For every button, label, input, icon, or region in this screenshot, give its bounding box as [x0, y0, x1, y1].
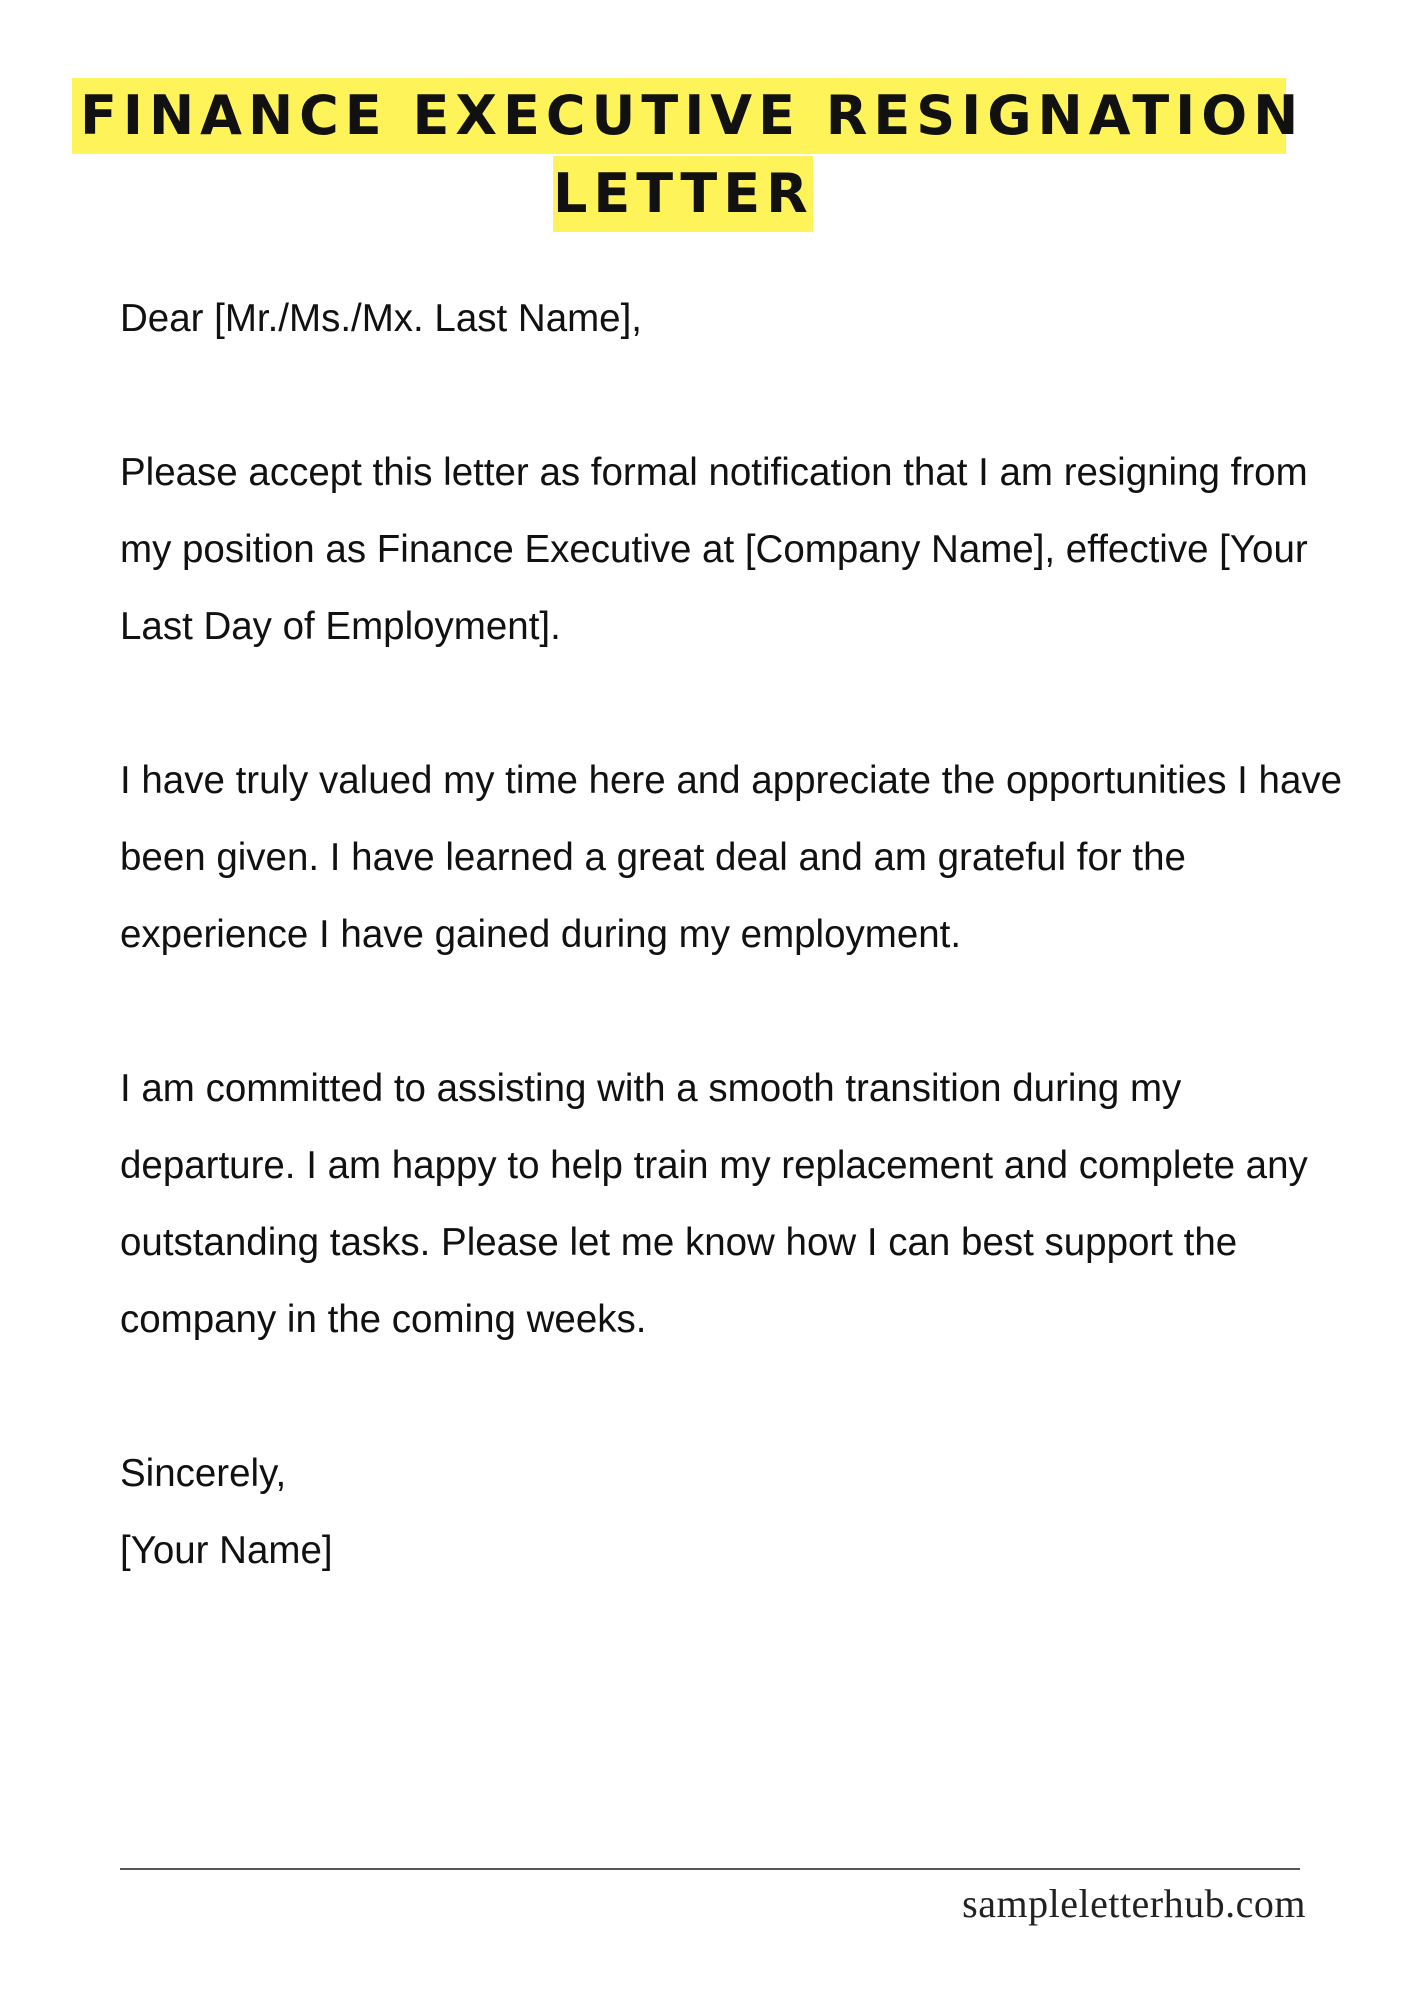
title-line-2: LETTER — [553, 156, 813, 232]
footer-divider — [120, 1868, 1300, 1870]
letter-paragraph-1: Please accept this letter as formal notification that I am resigning from my position as Finance Executive at [Company Name], effective [Your Last Day of Employment]. — [120, 451, 1308, 648]
title-line-1: FINANCE EXECUTIVE RESIGNATION — [72, 78, 1286, 154]
letter-greeting: Dear [Mr./Ms./Mx. Last Name], — [120, 297, 642, 340]
letter-paragraph-2: I have truly valued my time here and appreciate the opportunities I have been given. I have learned a great deal and am grateful for the experience I have gained during my employment. — [120, 759, 1343, 956]
letter-signature: [Your Name] — [120, 1529, 333, 1572]
footer-website: sampleletterhub.com — [962, 1881, 1306, 1926]
letter-closing: Sincerely, — [120, 1452, 287, 1495]
letter-body — [120, 280, 1350, 1589]
letter-paragraph-3: I am committed to assisting with a smooth transition during my departure. I am happy to help train my replacement and complete any outstanding tasks. Please let me know how I can best support the company in the coming weeks. — [120, 1067, 1308, 1341]
